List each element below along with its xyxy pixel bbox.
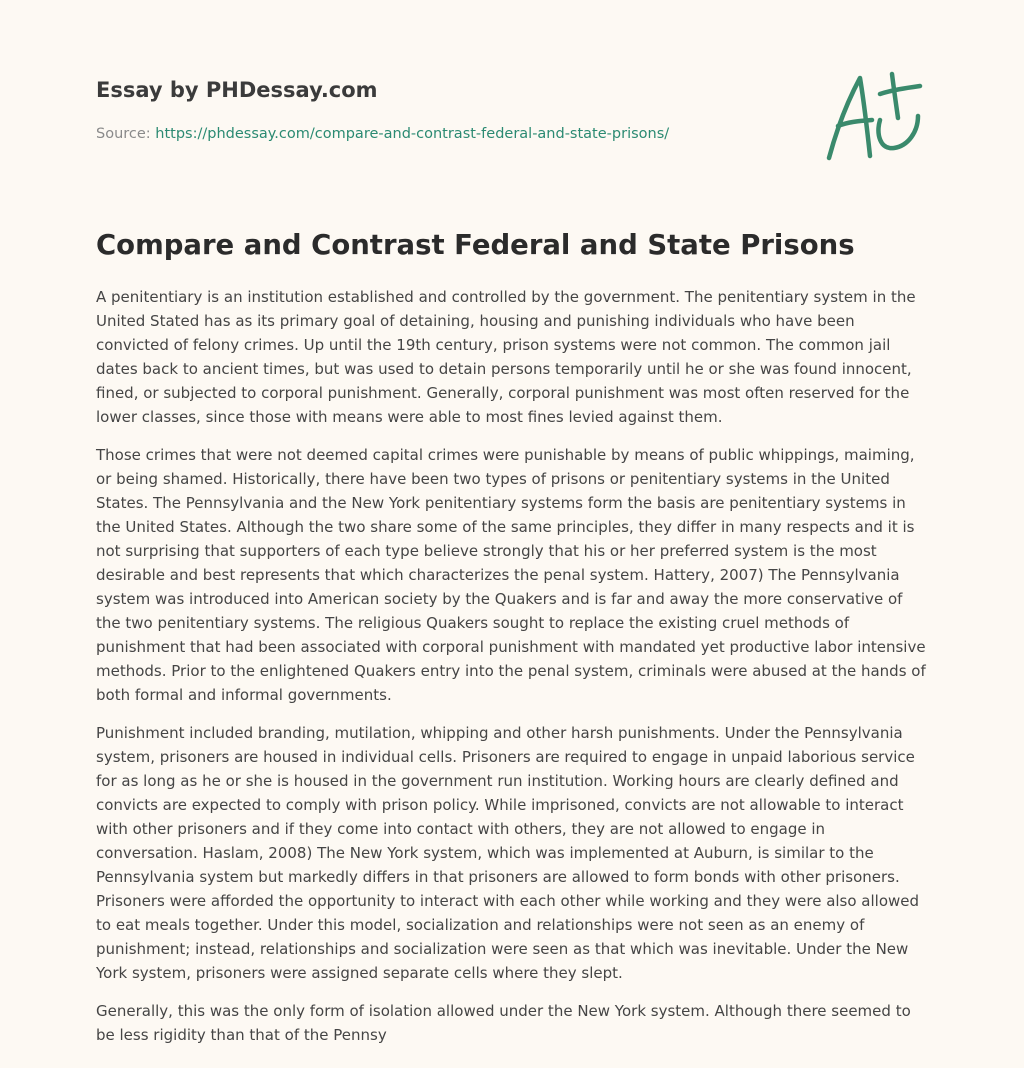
essay-title: Compare and Contrast Federal and State Prisons: [96, 229, 855, 261]
paragraph-3: Punishment included branding, mutilation, whipping and other harsh punishments. Under the Pennsylvania system, prisoners are housed in individual cells. Prisoners are required to engage in unpaid laborious service for as long as he or she is housed in the government run institution. Working hours are clearly defined and convicts are expected to comply with prison policy. While imprisoned, convicts are not allowable to interact with other prisoners and if they come into contact with others, they are not allowed to engage in conversation. Haslam, 2008) The New York system, which was implemented at Auburn, is similar to the Pennsylvania system but markedly differs in that prisoners are allowed to form bonds with other prisoners. Prisoners were afforded the opportunity to interact with each other while working and they were also allowed to eat meals together. Under this model, socialization and relationships were not seen as an enemy of punishment; instead, relationships and socialization were seen as that which was inevitable. Under the New York system, prisoners were assigned separate cells where they slept.: [96, 724, 920, 982]
paragraph-4: Generally, this was the only form of isolation allowed under the New York system. Although there seemed to be less rigidity than that of the Pennsy: [96, 1002, 911, 1044]
paragraph-2: Those crimes that were not deemed capital crimes were punishable by means of public whippings, maiming, or being shamed. Historically, there have been two types of prisons or penitentiary systems in the United States. The Pennsylvania and the New York penitentiary systems form the basis are penitentiary systems in the United States. Although the two share some of the same principles, they differ in many respects and it is not surprising that supporters of each type believe strongly that his or her preferred system is the most desirable and best represents that which characterizes the penal system. Hattery, 2007) The Pennsylvania system was introduced into American society by the Quakers and is far and away the more conservative of the two penitentiary systems. The religious Quakers sought to replace the existing cruel methods of punishment that had been associated with corporal punishment with mandated yet productive labor intensive methods. Prior to the enlightened Quakers entry into the penal system, criminals were abused at the hands of both formal and informal governments.: [96, 446, 926, 704]
a-plus-logo-icon: [822, 66, 930, 166]
site-title: Essay by PHDessay.com: [96, 78, 378, 102]
essay-body: [96, 285, 928, 1061]
source-line: [96, 124, 796, 144]
source-label: Source:: [96, 126, 151, 142]
source-link[interactable]: https://phdessay.com/compare-and-contrast-federal-and-state-prisons/: [155, 126, 670, 142]
essay-header: [96, 76, 796, 144]
paragraph-1: A penitentiary is an institution established and controlled by the government. The penitentiary system in the United Stated has as its primary goal of detaining, housing and punishing individuals who have been convicted of felony crimes. Up until the 19th century, prison systems were not common. The common jail dates back to ancient times, but was used to detain persons temporarily until he or she was found innocent, fined, or subjected to corporal punishment. Generally, corporal punishment was most often reserved for the lower classes, since those with means were able to most fines levied against them.: [96, 288, 916, 426]
